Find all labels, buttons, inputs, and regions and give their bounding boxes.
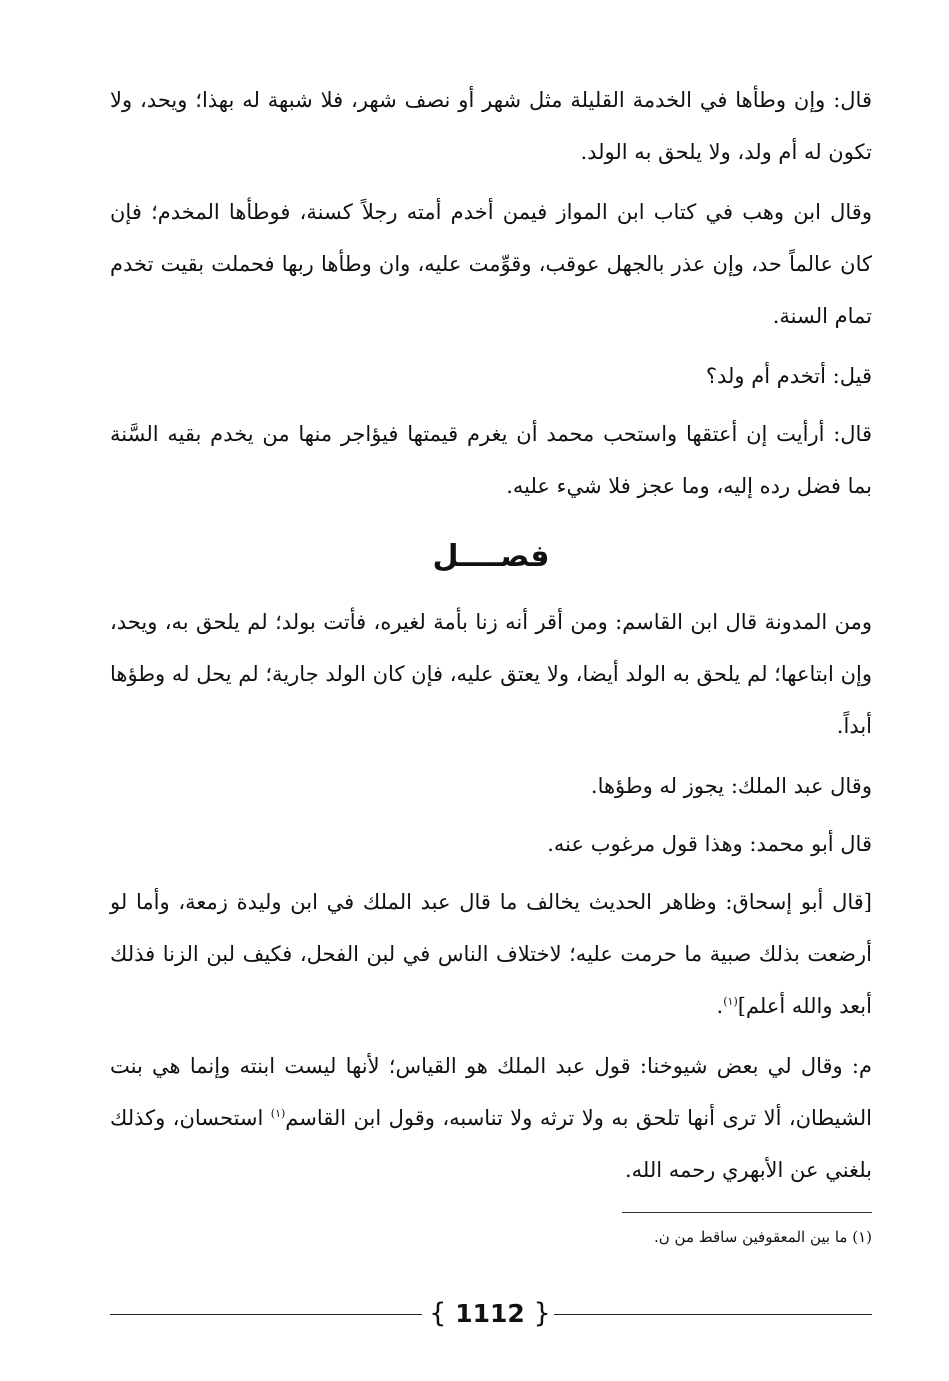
page-footer [110,1298,872,1330]
bracketed-end: . [716,994,724,1018]
paragraph-2: وقال ابن وهب في كتاب ابن المواز فيمن أخدم أمته رجلاً كسنة، فوطأها المخدم؛ فإن كان عالماً حد، وإن عذر بالجهل عوقب، وقوِّمت عليه، وان وطأها ربها فحملت بقيت تخدم تمام السنة. [110,200,872,328]
footer-rule-right [554,1314,872,1315]
footer-rule-left [110,1314,422,1315]
last-part-2: استحسان، وكذلك بلغني عن الأبهري رحمه الله. [110,1106,872,1182]
section-heading: فصــــل [432,539,550,574]
bracketed-text: [قال أبو إسحاق: وظاهر الحديث يخالف ما قال عبد الملك في ابن وليدة زمعة، وأما لو أرضعت بذلك صبية ما حرمت عليه؛ لاختلاف الناس في لبن الفحل، فكيف لبن الزنا فذلك أبعد والله أعلم] [110,890,872,1018]
footnote-ref-1[interactable]: (١) [723,995,738,1008]
last-part-1: م: وقال لي بعض شيوخنا: قول عبد الملك هو القياس؛ لأنها ليست ابنته وإنما هي بنت الشيطان، ألا ترى أنها تلحق به ولا ترثه ولا تناسبه، وقول ابن القاسم [110,1054,872,1130]
footnote-divider [622,1212,872,1213]
paragraph-last [110,1040,872,1196]
paragraph-3: قيل: أتخدم أم ولد؟ [705,364,872,388]
paragraph-1: قال: وإن وطأها في الخدمة القليلة مثل شهر أو نصف شهر، فلا شبهة له بهذا؛ ويحد، ولا تكون له أم ولد، ولا يلحق به الولد. [110,88,872,164]
paragraph-4: قال: أرأيت إن أعتقها واستحب محمد أن يغرم قيمتها فيؤاجر منها من يخدم بقيه السَّنة بما فضل رده إليه، وما عجز فلا شيء عليه. [110,422,872,498]
paragraph-bracketed [110,876,872,1032]
page-body [110,74,872,1251]
brace-open: { [429,1298,447,1329]
footnote: (١) ما بين المعقوفين ساقط من ن. [654,1228,872,1246]
page-number-value: 1112 [455,1299,525,1328]
paragraph-5: ومن المدونة قال ابن القاسم: ومن أقر أنه زنا بأمة لغيره، فأتت بولد؛ لم يلحق به، ويحد، وإن ابتاعها؛ لم يلحق به الولد أيضا، ولا يعتق عليه، فإن كان الولد جارية؛ لم يحل له وطؤها أبداً. [110,610,872,738]
page-number [426,1298,554,1330]
brace-close: } [533,1298,551,1329]
footnote-ref-2[interactable]: (١) [270,1107,286,1120]
paragraph-7: قال أبو محمد: وهذا قول مرغوب عنه. [547,832,872,856]
paragraph-6: وقال عبد الملك: يجوز له وطؤها. [590,774,872,798]
